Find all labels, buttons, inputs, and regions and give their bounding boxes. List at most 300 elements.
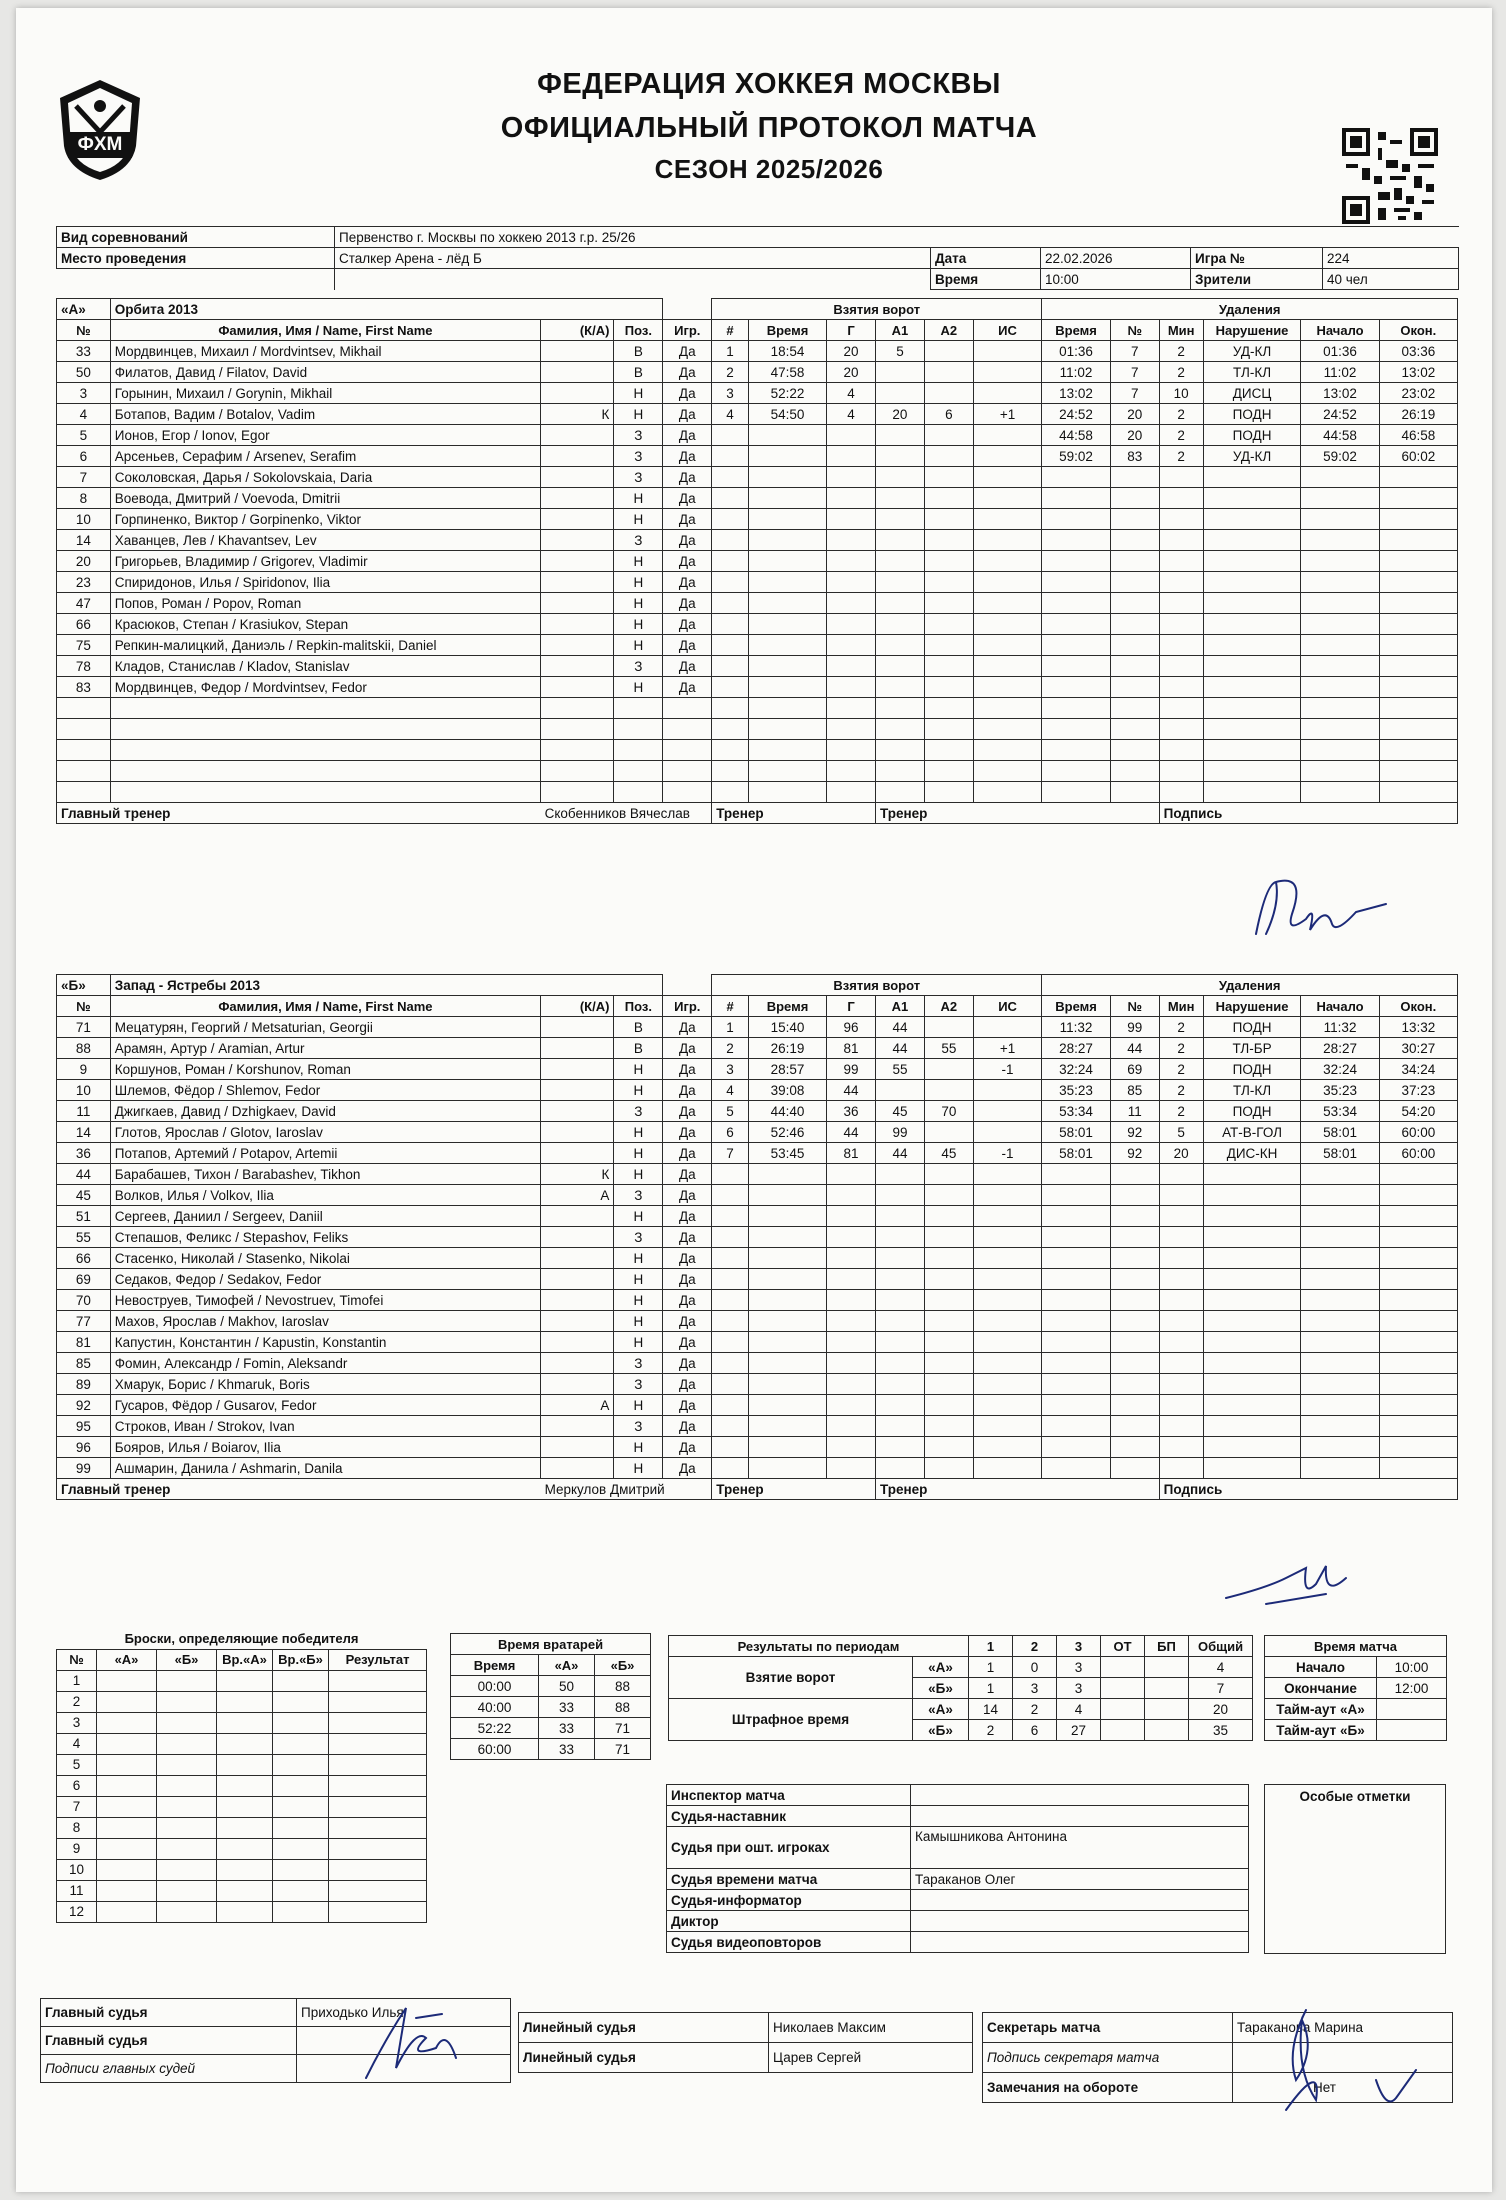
player-name: Фомин, Александр / Fomin, Aleksandr [110, 1353, 540, 1374]
penalty-number: 7 [1110, 383, 1159, 404]
player-ka [541, 1122, 614, 1143]
player-pos: З [614, 1374, 663, 1395]
bench-name: Камышникова Антонина [911, 1827, 1249, 1869]
penalty-time: 01:36 [1042, 341, 1110, 362]
player-name: Кладов, Станислав / Kladov, Stanislav [110, 656, 540, 677]
goal-a2 [924, 341, 973, 362]
player-pos: Н [614, 1059, 663, 1080]
player-row [57, 1290, 1458, 1311]
player-pos: Н [614, 1332, 663, 1353]
player-played: Да [663, 446, 712, 467]
player-played: Да [663, 1248, 712, 1269]
teamB-h-a1: А1 [876, 996, 925, 1017]
team-a-table [56, 298, 1458, 824]
player-ka [541, 677, 614, 698]
player-pos: Н [614, 1248, 663, 1269]
player-row [57, 383, 1458, 404]
penalty-number: 7 [1110, 362, 1159, 383]
player-ka [541, 383, 614, 404]
player-played: Да [663, 1395, 712, 1416]
player-ka [541, 1101, 614, 1122]
goalie-a: 33 [539, 1718, 595, 1739]
period-value [1145, 1657, 1189, 1678]
shootout-number: 4 [57, 1733, 97, 1754]
teamA-h-gnum: # [712, 320, 749, 341]
player-ka [541, 488, 614, 509]
penalty-start: 24:52 [1301, 404, 1379, 425]
player-name: Воевода, Дмитрий / Voevoda, Dmitrii [110, 488, 540, 509]
player-name: Барабашев, Тихон / Barabashev, Tikhon [110, 1164, 540, 1185]
penalty-number: 85 [1110, 1080, 1159, 1101]
penalty-start: 11:32 [1301, 1017, 1379, 1038]
goal-a1: 99 [876, 1122, 925, 1143]
player-name: Горынин, Михаил / Gorynin, Mikhail [110, 383, 540, 404]
logo-text: ФХМ [77, 134, 123, 155]
period-value: 35 [1189, 1720, 1253, 1741]
goal-is [973, 1122, 1042, 1143]
period-team: «А» [913, 1699, 969, 1720]
player-ka [541, 425, 614, 446]
player-pos: Н [614, 1311, 663, 1332]
player-ka [541, 1332, 614, 1353]
time-label: Время [931, 269, 1041, 290]
period-row [669, 1657, 1253, 1678]
teamA-h-a1: А1 [876, 320, 925, 341]
player-played: Да [663, 572, 712, 593]
player-ka: А [541, 1185, 614, 1206]
player-name: Хмарук, Борис / Khmaruk, Boris [110, 1374, 540, 1395]
goal-scorer: 99 [827, 1059, 876, 1080]
teamA-h-play: Игр. [663, 320, 712, 341]
teamB-h-g: Г [827, 996, 876, 1017]
penalty-end: 13:02 [1379, 362, 1457, 383]
player-name: Коршунов, Роман / Korshunov, Roman [110, 1059, 540, 1080]
line-ref-1-label: Линейный судья [519, 2013, 769, 2043]
player-ka [541, 1269, 614, 1290]
penalty-time: 11:02 [1042, 362, 1110, 383]
goalie-time: 00:00 [451, 1676, 539, 1697]
player-name: Капустин, Константин / Kapustin, Konstantin [110, 1332, 540, 1353]
penalty-number: 20 [1110, 425, 1159, 446]
spect-value: 40 чел [1323, 269, 1459, 290]
timeout-a-label: Тайм-аут «А» [1265, 1699, 1377, 1720]
player-played: Да [663, 530, 712, 551]
player-played: Да [663, 1080, 712, 1101]
player-ka [541, 1290, 614, 1311]
penalty-minutes: 5 [1159, 1122, 1203, 1143]
teamB-coach-label: Главный тренер [57, 1479, 541, 1500]
player-ka [541, 362, 614, 383]
player-pos: Н [614, 593, 663, 614]
player-name: Мордвинцев, Федор / Mordvintsev, Fedor [110, 677, 540, 698]
penalty-violation: ПОДН [1203, 404, 1301, 425]
penalty-number: 83 [1110, 446, 1159, 467]
teamB-h-pstart: Начало [1301, 996, 1379, 1017]
player-name: Джигкаев, Давид / Dzhigkaev, David [110, 1101, 540, 1122]
player-name: Хаванцев, Лев / Khavantsev, Lev [110, 530, 540, 551]
penalty-end: 34:24 [1379, 1059, 1457, 1080]
secretary-label: Секретарь матча [983, 2013, 1233, 2043]
teamA-name: Орбита 2013 [110, 299, 663, 320]
period-value: 27 [1057, 1720, 1101, 1741]
penalty-violation: ДИС-КН [1203, 1143, 1301, 1164]
player-row [57, 1437, 1458, 1458]
teamA-h-gtime: Время [748, 320, 826, 341]
match-end-label: Окончание [1265, 1678, 1377, 1699]
player-name: Спиридонов, Илья / Spiridonov, Ilia [110, 572, 540, 593]
player-name: Репкин-малицкий, Даниэль / Repkin-malitskii, Daniel [110, 635, 540, 656]
period-value: 14 [969, 1699, 1013, 1720]
main-ref-signs-label: Подписи главных судей [41, 2055, 297, 2083]
penalty-minutes: 2 [1159, 1101, 1203, 1122]
period-value: 2 [969, 1720, 1013, 1741]
period-value [1101, 1720, 1145, 1741]
player-name: Арсеньев, Серафим / Arsenev, Serafim [110, 446, 540, 467]
player-played: Да [663, 593, 712, 614]
teamB-h-ka: (К/А) [541, 996, 614, 1017]
player-row [57, 509, 1458, 530]
goalies-h-time: Время [451, 1655, 539, 1676]
date-label: Дата [931, 248, 1041, 269]
teamB-name: Запад - Ястребы 2013 [110, 975, 663, 996]
player-name: Мордвинцев, Михаил / Mordvintsev, Mikhail [110, 341, 540, 362]
penalty-violation: ТЛ-КЛ [1203, 362, 1301, 383]
player-played: Да [663, 467, 712, 488]
goal-scorer: 20 [827, 341, 876, 362]
penalty-start: 28:27 [1301, 1038, 1379, 1059]
player-played: Да [663, 1101, 712, 1122]
line-ref-1-name: Николаев Максим [769, 2013, 973, 2043]
goalie-time: 52:22 [451, 1718, 539, 1739]
player-ka [541, 551, 614, 572]
goal-a2: 55 [924, 1038, 973, 1059]
player-row [57, 425, 1458, 446]
player-row [57, 467, 1458, 488]
teamA-h-name: Фамилия, Имя / Name, First Name [110, 320, 540, 341]
player-ka [541, 509, 614, 530]
player-row [57, 593, 1458, 614]
teamA-h-num: № [57, 320, 111, 341]
player-played: Да [663, 425, 712, 446]
shootout-row [57, 1775, 427, 1796]
player-played: Да [663, 1374, 712, 1395]
goal-a1: 5 [876, 341, 925, 362]
goal-time: 26:19 [748, 1038, 826, 1059]
season-title: СЕЗОН 2025/2026 [654, 154, 884, 184]
player-row [57, 1038, 1458, 1059]
player-row [57, 341, 1458, 362]
player-pos: Н [614, 1395, 663, 1416]
penalty-time: 11:32 [1042, 1017, 1110, 1038]
period-team: «Б» [913, 1720, 969, 1741]
period-value [1101, 1699, 1145, 1720]
player-number: 95 [57, 1416, 111, 1437]
player-ka [541, 1143, 614, 1164]
player-played: Да [663, 1164, 712, 1185]
player-row [57, 677, 1458, 698]
player-played: Да [663, 677, 712, 698]
match-time-table [1264, 1635, 1447, 1741]
goal-number: 1 [712, 1017, 749, 1038]
player-row [57, 1248, 1458, 1269]
penalty-time: 28:27 [1042, 1038, 1110, 1059]
player-ka [541, 1416, 614, 1437]
team-b-table [56, 974, 1458, 1500]
periods-h2: 2 [1013, 1636, 1057, 1657]
player-number: 10 [57, 1080, 111, 1101]
shootout-h-b: «Б» [157, 1649, 217, 1670]
goal-time: 53:45 [748, 1143, 826, 1164]
player-number: 3 [57, 383, 111, 404]
player-played: Да [663, 1311, 712, 1332]
player-row [57, 1416, 1458, 1437]
player-number: 50 [57, 362, 111, 383]
goalie-row [451, 1718, 651, 1739]
goal-number: 5 [712, 1101, 749, 1122]
penalty-minutes: 2 [1159, 1059, 1203, 1080]
penalty-start: 35:23 [1301, 1080, 1379, 1101]
player-played: Да [663, 635, 712, 656]
player-ka [541, 341, 614, 362]
goal-is [973, 362, 1042, 383]
goal-time: 52:46 [748, 1122, 826, 1143]
shootout-number: 12 [57, 1901, 97, 1922]
teamB-h-name: Фамилия, Имя / Name, First Name [110, 996, 540, 1017]
player-pos: З [614, 1185, 663, 1206]
timeout-b-label: Тайм-аут «Б» [1265, 1720, 1377, 1741]
teamB-h-num: № [57, 996, 111, 1017]
player-name: Красюков, Степан / Krasiukov, Stepan [110, 614, 540, 635]
player-ka [541, 1206, 614, 1227]
player-ka [541, 446, 614, 467]
penalty-start: 11:02 [1301, 362, 1379, 383]
penalty-end: 26:19 [1379, 404, 1457, 425]
player-played: Да [663, 341, 712, 362]
goalies-h-b: «Б» [595, 1655, 651, 1676]
officials-table [666, 1784, 1249, 1953]
player-name: Горпиненко, Виктор / Gorpinenko, Viktor [110, 509, 540, 530]
player-played: Да [663, 404, 712, 425]
penalty-end: 54:20 [1379, 1101, 1457, 1122]
goal-a1: 55 [876, 1059, 925, 1080]
penalty-end: 13:32 [1379, 1017, 1457, 1038]
player-ka [541, 635, 614, 656]
player-name: Ботапов, Вадим / Botalov, Vadim [110, 404, 540, 425]
player-played: Да [663, 1059, 712, 1080]
teamA-h-ka: (К/А) [541, 320, 614, 341]
player-row [57, 1458, 1458, 1479]
player-row [57, 446, 1458, 467]
player-played: Да [663, 551, 712, 572]
goal-number: 7 [712, 1143, 749, 1164]
period-value: 3 [1013, 1678, 1057, 1699]
period-row-label: Штрафное время [669, 1699, 913, 1741]
goal-scorer: 20 [827, 362, 876, 383]
player-ka [541, 1374, 614, 1395]
player-played: Да [663, 1269, 712, 1290]
player-row [57, 1206, 1458, 1227]
shootout-number: 5 [57, 1754, 97, 1775]
player-played: Да [663, 1017, 712, 1038]
goal-number: 6 [712, 1122, 749, 1143]
player-row [57, 635, 1458, 656]
shootout-table [56, 1628, 427, 1923]
player-played: Да [663, 1353, 712, 1374]
penalty-number: 7 [1110, 341, 1159, 362]
player-row [57, 1185, 1458, 1206]
player-number: 66 [57, 1248, 111, 1269]
shootout-row [57, 1796, 427, 1817]
goal-a2 [924, 1080, 973, 1101]
player-name: Григорьев, Владимир / Grigorev, Vladimir [110, 551, 540, 572]
player-row [57, 1269, 1458, 1290]
goal-is: -1 [973, 1059, 1042, 1080]
penalty-start: 58:01 [1301, 1122, 1379, 1143]
period-value: 3 [1057, 1657, 1101, 1678]
teamA-h-pviol: Нарушение [1203, 320, 1301, 341]
player-played: Да [663, 1332, 712, 1353]
penalty-violation: УД-КЛ [1203, 446, 1301, 467]
teamB-pens-title: Удаления [1042, 975, 1458, 996]
player-number: 88 [57, 1038, 111, 1059]
penalty-time: 53:34 [1042, 1101, 1110, 1122]
player-pos: Н [614, 677, 663, 698]
teamA-h-pmin: Мин [1159, 320, 1203, 341]
player-number: 55 [57, 1227, 111, 1248]
goalie-b: 71 [595, 1718, 651, 1739]
player-name: Невоструев, Тимофей / Nevostruev, Timofei [110, 1290, 540, 1311]
player-name: Попов, Роман / Popov, Roman [110, 593, 540, 614]
player-pos: В [614, 1038, 663, 1059]
player-pos: В [614, 1017, 663, 1038]
main-referee-signature [346, 1998, 486, 2088]
shootout-h-res: Результат [329, 1649, 427, 1670]
player-played: Да [663, 1227, 712, 1248]
period-value: 6 [1013, 1720, 1057, 1741]
goal-number: 4 [712, 1080, 749, 1101]
period-value [1145, 1678, 1189, 1699]
penalty-minutes: 2 [1159, 1038, 1203, 1059]
penalty-time: 35:23 [1042, 1080, 1110, 1101]
teamA-h-pend: Окон. [1379, 320, 1457, 341]
period-value [1145, 1720, 1189, 1741]
penalty-violation: ТЛ-КЛ [1203, 1080, 1301, 1101]
player-ka [541, 530, 614, 551]
timer-label: Судья времени матча [667, 1869, 911, 1890]
penalty-violation: УД-КЛ [1203, 341, 1301, 362]
goal-number: 3 [712, 383, 749, 404]
teamA-pens-title: Удаления [1042, 299, 1458, 320]
player-pos: З [614, 1416, 663, 1437]
goalie-b: 88 [595, 1676, 651, 1697]
player-played: Да [663, 656, 712, 677]
player-ka [541, 656, 614, 677]
goalies-h-a: «А» [539, 1655, 595, 1676]
special-notes-label: Особые отметки [1299, 1789, 1411, 1804]
player-row [57, 719, 1458, 740]
goal-a2 [924, 383, 973, 404]
penalty-start: 44:58 [1301, 425, 1379, 446]
player-row [57, 656, 1458, 677]
goal-is: -1 [973, 1143, 1042, 1164]
periods-h1: 1 [969, 1636, 1013, 1657]
penalty-violation: ПОДН [1203, 425, 1301, 446]
place-value: Сталкер Арена - лёд Б [335, 248, 931, 269]
goal-time: 39:08 [748, 1080, 826, 1101]
teamA-h-pnum: № [1110, 320, 1159, 341]
shootout-row [57, 1691, 427, 1712]
teamB-h-is: ИС [973, 996, 1042, 1017]
player-row [57, 1164, 1458, 1185]
shootout-number: 7 [57, 1796, 97, 1817]
player-pos: Н [614, 551, 663, 572]
main-ref-1-name: Приходько Илья [297, 1999, 511, 2027]
goal-scorer: 96 [827, 1017, 876, 1038]
teamB-h-pviol: Нарушение [1203, 996, 1301, 1017]
comp-value: Первенство г. Москвы по хоккею 2013 г.р. 25/26 [335, 227, 1459, 248]
shootout-row [57, 1859, 427, 1880]
period-value [1101, 1657, 1145, 1678]
penalty-end: 60:00 [1379, 1122, 1457, 1143]
player-played: Да [663, 1122, 712, 1143]
goal-a2 [924, 1059, 973, 1080]
periods-title: Результаты по периодам [669, 1636, 969, 1657]
player-played: Да [663, 1143, 712, 1164]
player-row [57, 1101, 1458, 1122]
player-name: Стасенко, Николай / Stasenko, Nikolai [110, 1248, 540, 1269]
teamB-h-ptime: Время [1042, 996, 1110, 1017]
teamA-h-g: Г [827, 320, 876, 341]
goalie-time: 60:00 [451, 1739, 539, 1760]
player-number: 20 [57, 551, 111, 572]
player-pos: Н [614, 614, 663, 635]
player-name: Ашмарин, Данила / Ashmarin, Danila [110, 1458, 540, 1479]
player-pos: Н [614, 635, 663, 656]
goalie-a: 33 [539, 1739, 595, 1760]
period-row-label: Взятие ворот [669, 1657, 913, 1699]
penalty-start: 58:01 [1301, 1143, 1379, 1164]
shootout-number: 11 [57, 1880, 97, 1901]
player-pos: З [614, 446, 663, 467]
teamA-coach: Скобенников Вячеслав [541, 803, 712, 824]
player-number: 81 [57, 1332, 111, 1353]
shootout-number: 3 [57, 1712, 97, 1733]
goal-time: 52:22 [748, 383, 826, 404]
goal-a1 [876, 383, 925, 404]
penalty-violation: ПОДН [1203, 1017, 1301, 1038]
player-row [57, 1122, 1458, 1143]
player-name: Сергеев, Даниил / Sergeev, Daniil [110, 1206, 540, 1227]
player-played: Да [663, 383, 712, 404]
player-played: Да [663, 1038, 712, 1059]
player-played: Да [663, 1206, 712, 1227]
player-pos: Н [614, 488, 663, 509]
player-ka [541, 572, 614, 593]
player-number: 75 [57, 635, 111, 656]
teamB-goals-title: Взятия ворот [712, 975, 1042, 996]
match-start: 10:00 [1377, 1657, 1447, 1678]
player-number: 4 [57, 404, 111, 425]
player-ka [541, 614, 614, 635]
penalty-end: 23:02 [1379, 383, 1457, 404]
player-ka [541, 1017, 614, 1038]
goalie-b: 71 [595, 1739, 651, 1760]
shootout-row [57, 1880, 427, 1901]
penalty-start: 53:34 [1301, 1101, 1379, 1122]
penalty-number: 99 [1110, 1017, 1159, 1038]
penalty-minutes: 2 [1159, 425, 1203, 446]
goalie-b: 88 [595, 1697, 651, 1718]
